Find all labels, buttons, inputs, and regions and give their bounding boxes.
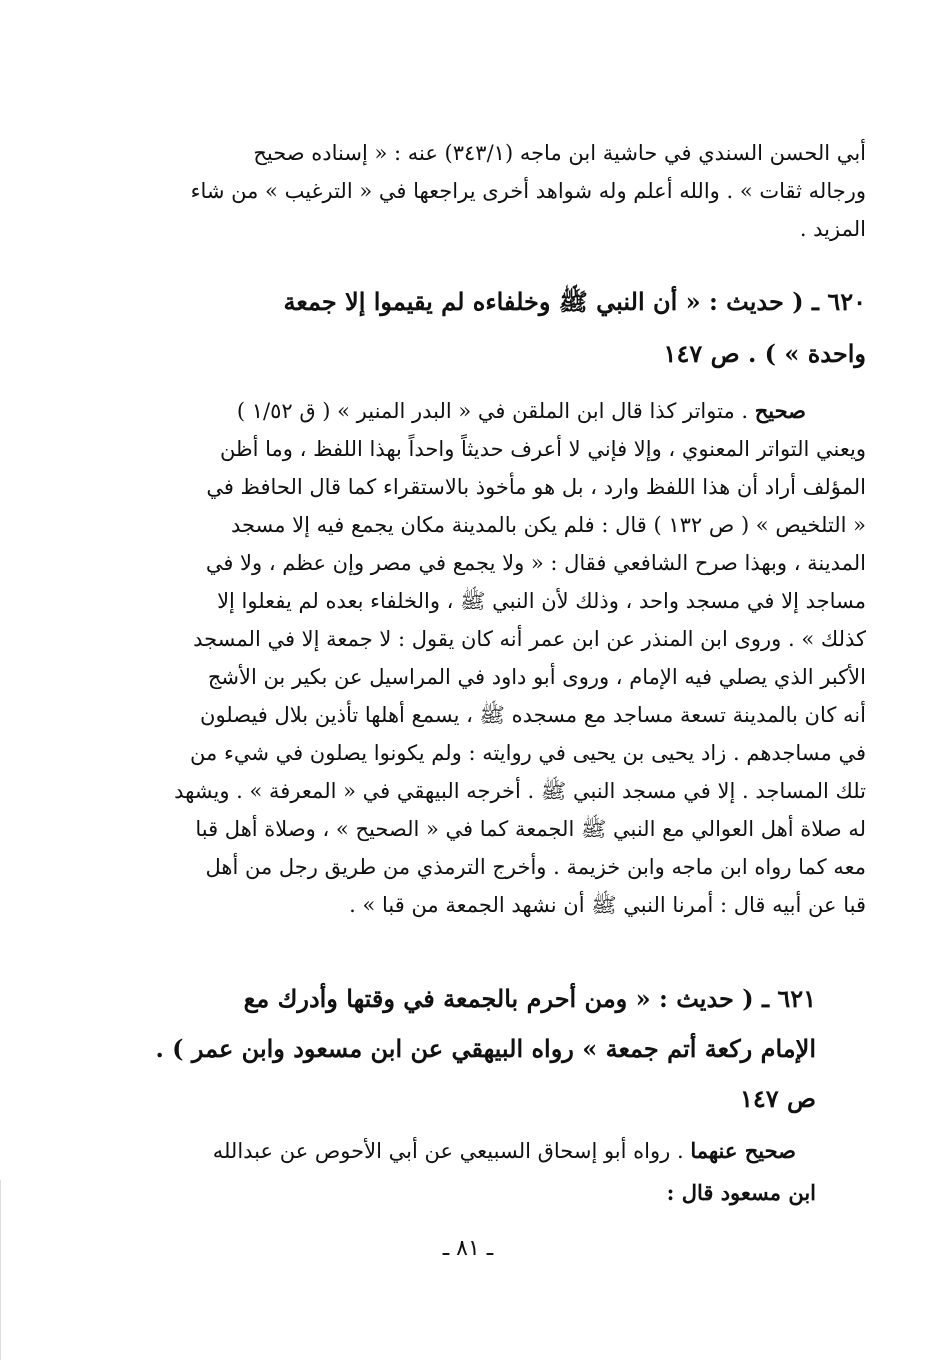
text-line: المزيد .: [799, 217, 866, 241]
text-line: كذلك » . وروى ابن المنذر عن ابن عمر أنه كان يقول : لا جمعة إلا في المسجد: [193, 627, 866, 651]
hadith-621-commentary: [126, 1130, 816, 1214]
text-line: في مساجدهم . زاد يحيى بن يحيى في روايته : ولم يكونوا يصلون في شيء من: [190, 741, 866, 765]
hadith-621-heading: [116, 974, 816, 1124]
text-line: تلك المساجد . إلا في مسجد النبي ﷺ . أخرجه البيهقي في « المعرفة » . ويشهد: [174, 779, 866, 803]
page-number: ـ ٨١ ـ: [442, 1236, 494, 1261]
text-line: ابن مسعود قال :: [666, 1180, 816, 1205]
text-line: المدينة ، وبهذا صرح الشافعي فقال : « ولا يجمع في مصر وإن عظم ، ولا في: [205, 551, 866, 575]
text-line: الأكبر الذي يصلي فيه الإمام ، وروى أبو داود في المراسيل عن بكير بن الأشج: [207, 665, 866, 689]
text-line: [126, 1130, 816, 1172]
grade-label: صحيح عنهما: [690, 1138, 796, 1163]
text-line: [166, 392, 866, 430]
scan-edge-divider: [0, 1180, 1, 1360]
text-line: ورجاله ثقات » . والله أعلم وله شواهد أخرى يراجعها في « الترغيب » من شاء: [190, 179, 866, 203]
heading-line: ٦٢١ ـ ( حديث : « ومن أحرم بالجمعة في وقتها وأدرك مع: [243, 984, 816, 1013]
text-line: أبي الحسن السندي في حاشية ابن ماجه (٣٤٣/١) عنه : « إسناده صحيح: [253, 141, 866, 165]
intro-paragraph: [166, 134, 866, 248]
grade-rest: . متواتر كذا قال ابن الملقن في « البدر المنير » ( ق ١/٥٢ ): [236, 399, 755, 423]
text-line: معه كما رواه ابن ماجه وابن خزيمة . وأخرج الترمذي من طريق رجل من أهل: [205, 855, 866, 879]
text-line: له صلاة أهل العوالي مع النبي ﷺ الجمعة كما في « الصحيح » ، وصلاة أهل قبا: [195, 817, 866, 841]
hadith-620-commentary: [166, 392, 866, 924]
text-line: قبا عن أبيه قال : أمرنا النبي ﷺ أن نشهد الجمعة من قبا » .: [349, 893, 866, 917]
text-line: مساجد إلا في مسجد واحد ، وذلك لأن النبي ﷺ ، والخلفاء بعده لم يفعلوا إلا: [217, 589, 866, 613]
heading-line: الإمام ركعة أتم جمعة » رواه البيهقي عن ابن مسعود وابن عمر ) .: [155, 1034, 816, 1063]
heading-line: واحدة » ) . ص ١٤٧: [663, 339, 866, 368]
text-line: ويعني التواتر المعنوي ، وإلا فإني لا أعرف حديثاً واحداً بهذا اللفظ ، وما أظن: [219, 437, 866, 461]
grade-rest: . رواه أبو إسحاق السبيعي عن أبي الأحوص عن عبدالله: [212, 1139, 691, 1163]
text-line: « التلخيص » ( ص ١٣٢ ) قال : فلم يكن بالمدينة مكان يجمع فيه إلا مسجد: [230, 513, 866, 537]
text-line: المؤلف أراد أن هذا اللفظ وارد ، بل هو مأخوذ بالاستقراء كما قال الحافظ في: [206, 475, 866, 499]
text-line: أنه كان بالمدينة تسعة مساجد مع مسجده ﷺ ، يسمع أهلها تأذين بلال فيصلون: [200, 703, 866, 727]
hadith-620-heading: [166, 276, 866, 380]
grade-label: صحيح: [754, 398, 806, 423]
heading-line: ص ١٤٧: [739, 1084, 816, 1113]
heading-line: ٦٢٠ ـ ( حديث : « أن النبي ﷺ وخلفاءه لم يقيموا إلا جمعة: [283, 287, 866, 316]
